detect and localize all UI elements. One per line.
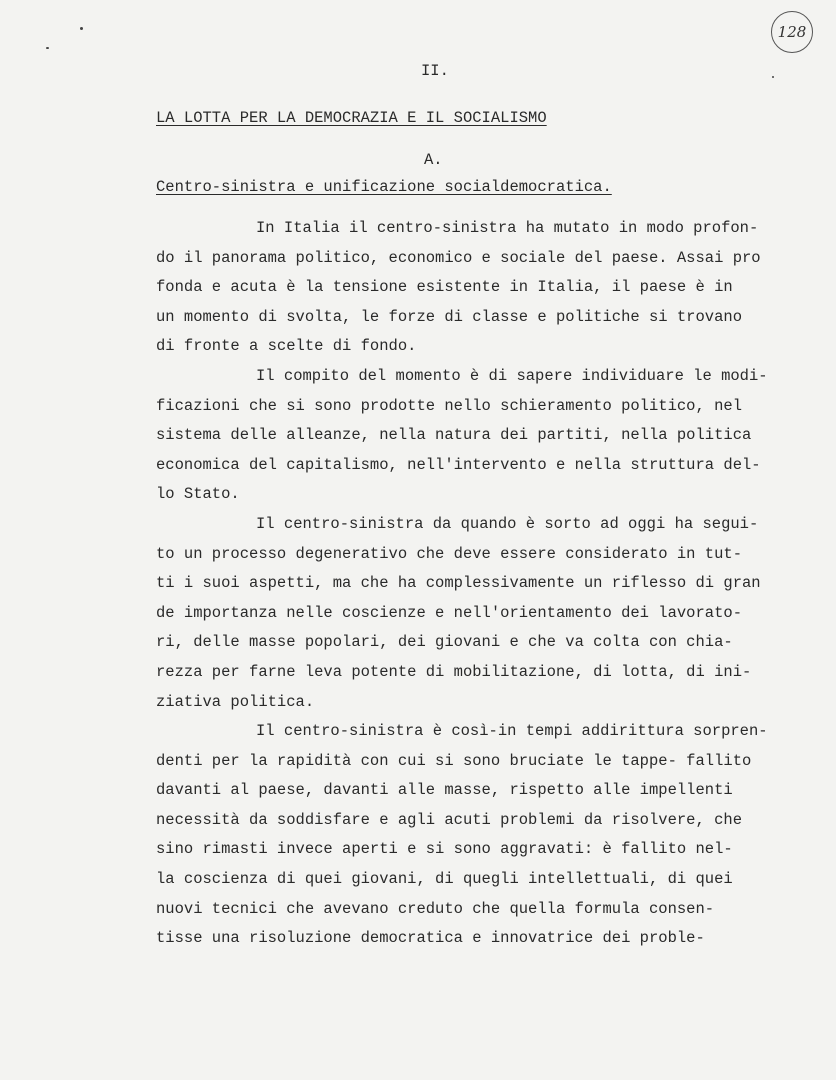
text-line: Il centro-sinistra da quando è sorto ad oggi ha segui- [256, 514, 759, 533]
text-line: ri, delle masse popolari, dei giovani e che va colta con chia- [156, 633, 733, 652]
text-line: la coscienza di quei giovani, di quegli intellettuali, di quei [156, 870, 733, 889]
text-line: fonda e acuta è la tensione esistente in Italia, il paese è in [156, 278, 733, 297]
text-line: tisse una risoluzione democratica e innovatrice dei proble- [156, 929, 705, 948]
section-letter: A. [424, 151, 443, 169]
chapter-number: II. [421, 62, 449, 80]
paper-speck [80, 27, 83, 30]
text-line: necessità da soddisfare e agli acuti problemi da risolvere, che [156, 810, 742, 829]
chapter-title: LA LOTTA PER LA DEMOCRAZIA E IL SOCIALISMO [156, 109, 547, 127]
text-line: denti per la rapidità con cui si sono bruciate le tappe- fallito [156, 751, 752, 770]
text-line: to un processo degenerativo che deve essere considerato in tut- [156, 544, 742, 563]
text-line: ziativa politica. [156, 692, 315, 711]
text-line: In Italia il centro-sinistra ha mutato in modo profon- [256, 219, 759, 237]
text-line: un momento di svolta, le forze di classe e politiche si trovano [156, 307, 742, 326]
text-line: rezza per farne leva potente di mobilitazione, di lotta, di ini- [156, 662, 752, 681]
text-line: di fronte a scelte di fondo. [156, 337, 417, 356]
text-line: lo Stato. [156, 485, 240, 504]
paper-speck [772, 76, 774, 78]
text-line: nuovi tecnici che avevano creduto che quella formula consen- [156, 899, 715, 918]
paper-speck [46, 47, 49, 49]
text-line: economica del capitalismo, nell'intervento e nella struttura del- [156, 455, 761, 474]
text-line: de importanza nelle coscienze e nell'orientamento dei lavorato- [156, 603, 742, 622]
text-line: Il centro-sinistra è così-in tempi addirittura sorpren- [256, 722, 768, 741]
text-line: sistema delle alleanze, nella natura dei partiti, nella politica [156, 426, 752, 445]
text-line: Il compito del momento è di sapere individuare le modi- [256, 366, 768, 385]
handwritten-page-number [771, 11, 813, 53]
section-title: Centro-sinistra e unificazione socialdemocratica. [156, 178, 612, 196]
page-number-text: 128 [777, 23, 807, 41]
text-line: do il panorama politico, economico e sociale del paese. Assai pro [156, 248, 761, 267]
text-line: sino rimasti invece aperti e si sono aggravati: è fallito nel- [156, 840, 733, 859]
body-text [156, 214, 796, 954]
text-line: davanti al paese, davanti alle masse, rispetto alle impellenti [156, 781, 733, 800]
text-line: ti i suoi aspetti, ma che ha complessivamente un riflesso di gran [156, 574, 761, 593]
text-line: ficazioni che si sono prodotte nello schieramento politico, nel [156, 396, 742, 415]
